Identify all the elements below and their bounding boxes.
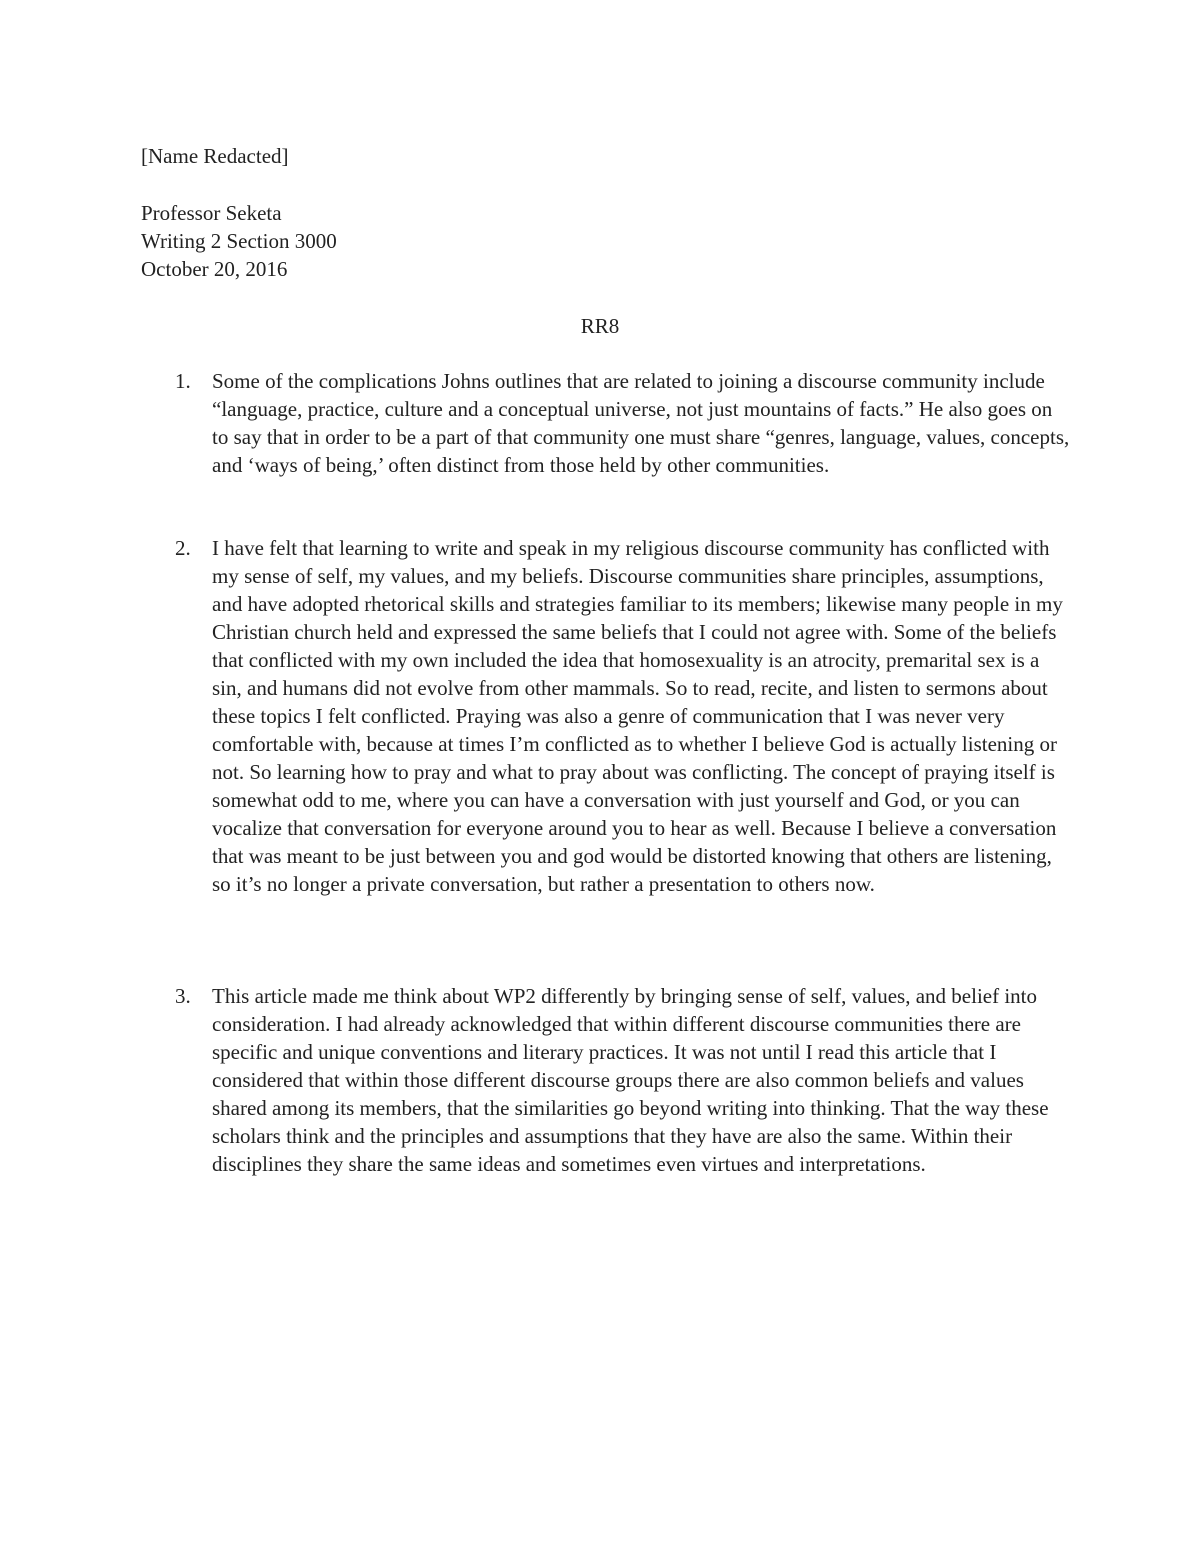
answer-number: 1. [175, 369, 191, 393]
author-name: [Name Redacted] [141, 144, 289, 168]
course-name: Writing 2 Section 3000 [141, 229, 337, 253]
document-title: RR8 [580, 314, 620, 338]
document-date: October 20, 2016 [141, 257, 288, 281]
answer-text: Some of the complications Johns outlines that are related to joining a discourse community include “language, practice, culture and a conceptual universe, not just mountains of facts.” He also goes on to say that in order to be a part of that community one must share “genres, language, values, concepts, and ‘ways of being,’ often distinct from those held by other communities. [212, 369, 1070, 477]
answer-number: 3. [175, 984, 191, 1008]
answer-text: This article made me think about WP2 differently by bringing sense of self, values, and belief into consideration. I had already acknowledged that within different discourse communities there are specific and unique conventions and literary practices. It was not until I read this article that I considered that within those different discourse groups there are also common beliefs and values shared among its members, that the similarities go beyond writing into thinking. That the way these scholars think and the principles and assumptions that they have are also the same. Within their disciplines they share the same ideas and sometimes even virtues and interpretations. [212, 984, 1049, 1176]
answer-text: I have felt that learning to write and speak in my religious discourse community has conflicted with my sense of self, my values, and my beliefs. Discourse communities share principles, assumptions, and have adopted rhetorical skills and strategies familiar to its members; likewise many people in my Christian church held and expressed the same beliefs that I could not agree with. Some of the beliefs that conflicted with my own included the idea that homosexuality is an atrocity, premarital sex is a sin, and humans did not evolve from other mammals. So to read, recite, and listen to sermons about these topics I felt conflicted. Praying was also a genre of communication that I was never very comfortable with, because at times I’m conflicted as to whether I believe God is actually listening or not. So learning how to pray and what to pray about was conflicting. The concept of praying itself is somewhat odd to me, where you can have a conversation with just yourself and God, or you can vocalize that conversation for everyone around you to hear as well. Because I believe a conversation that was meant to be just between you and god would be distorted knowing that others are listening, so it’s no longer a private conversation, but rather a presentation to others now. [212, 536, 1063, 896]
answer-number: 2. [175, 536, 191, 560]
professor-name: Professor Seketa [141, 201, 282, 225]
